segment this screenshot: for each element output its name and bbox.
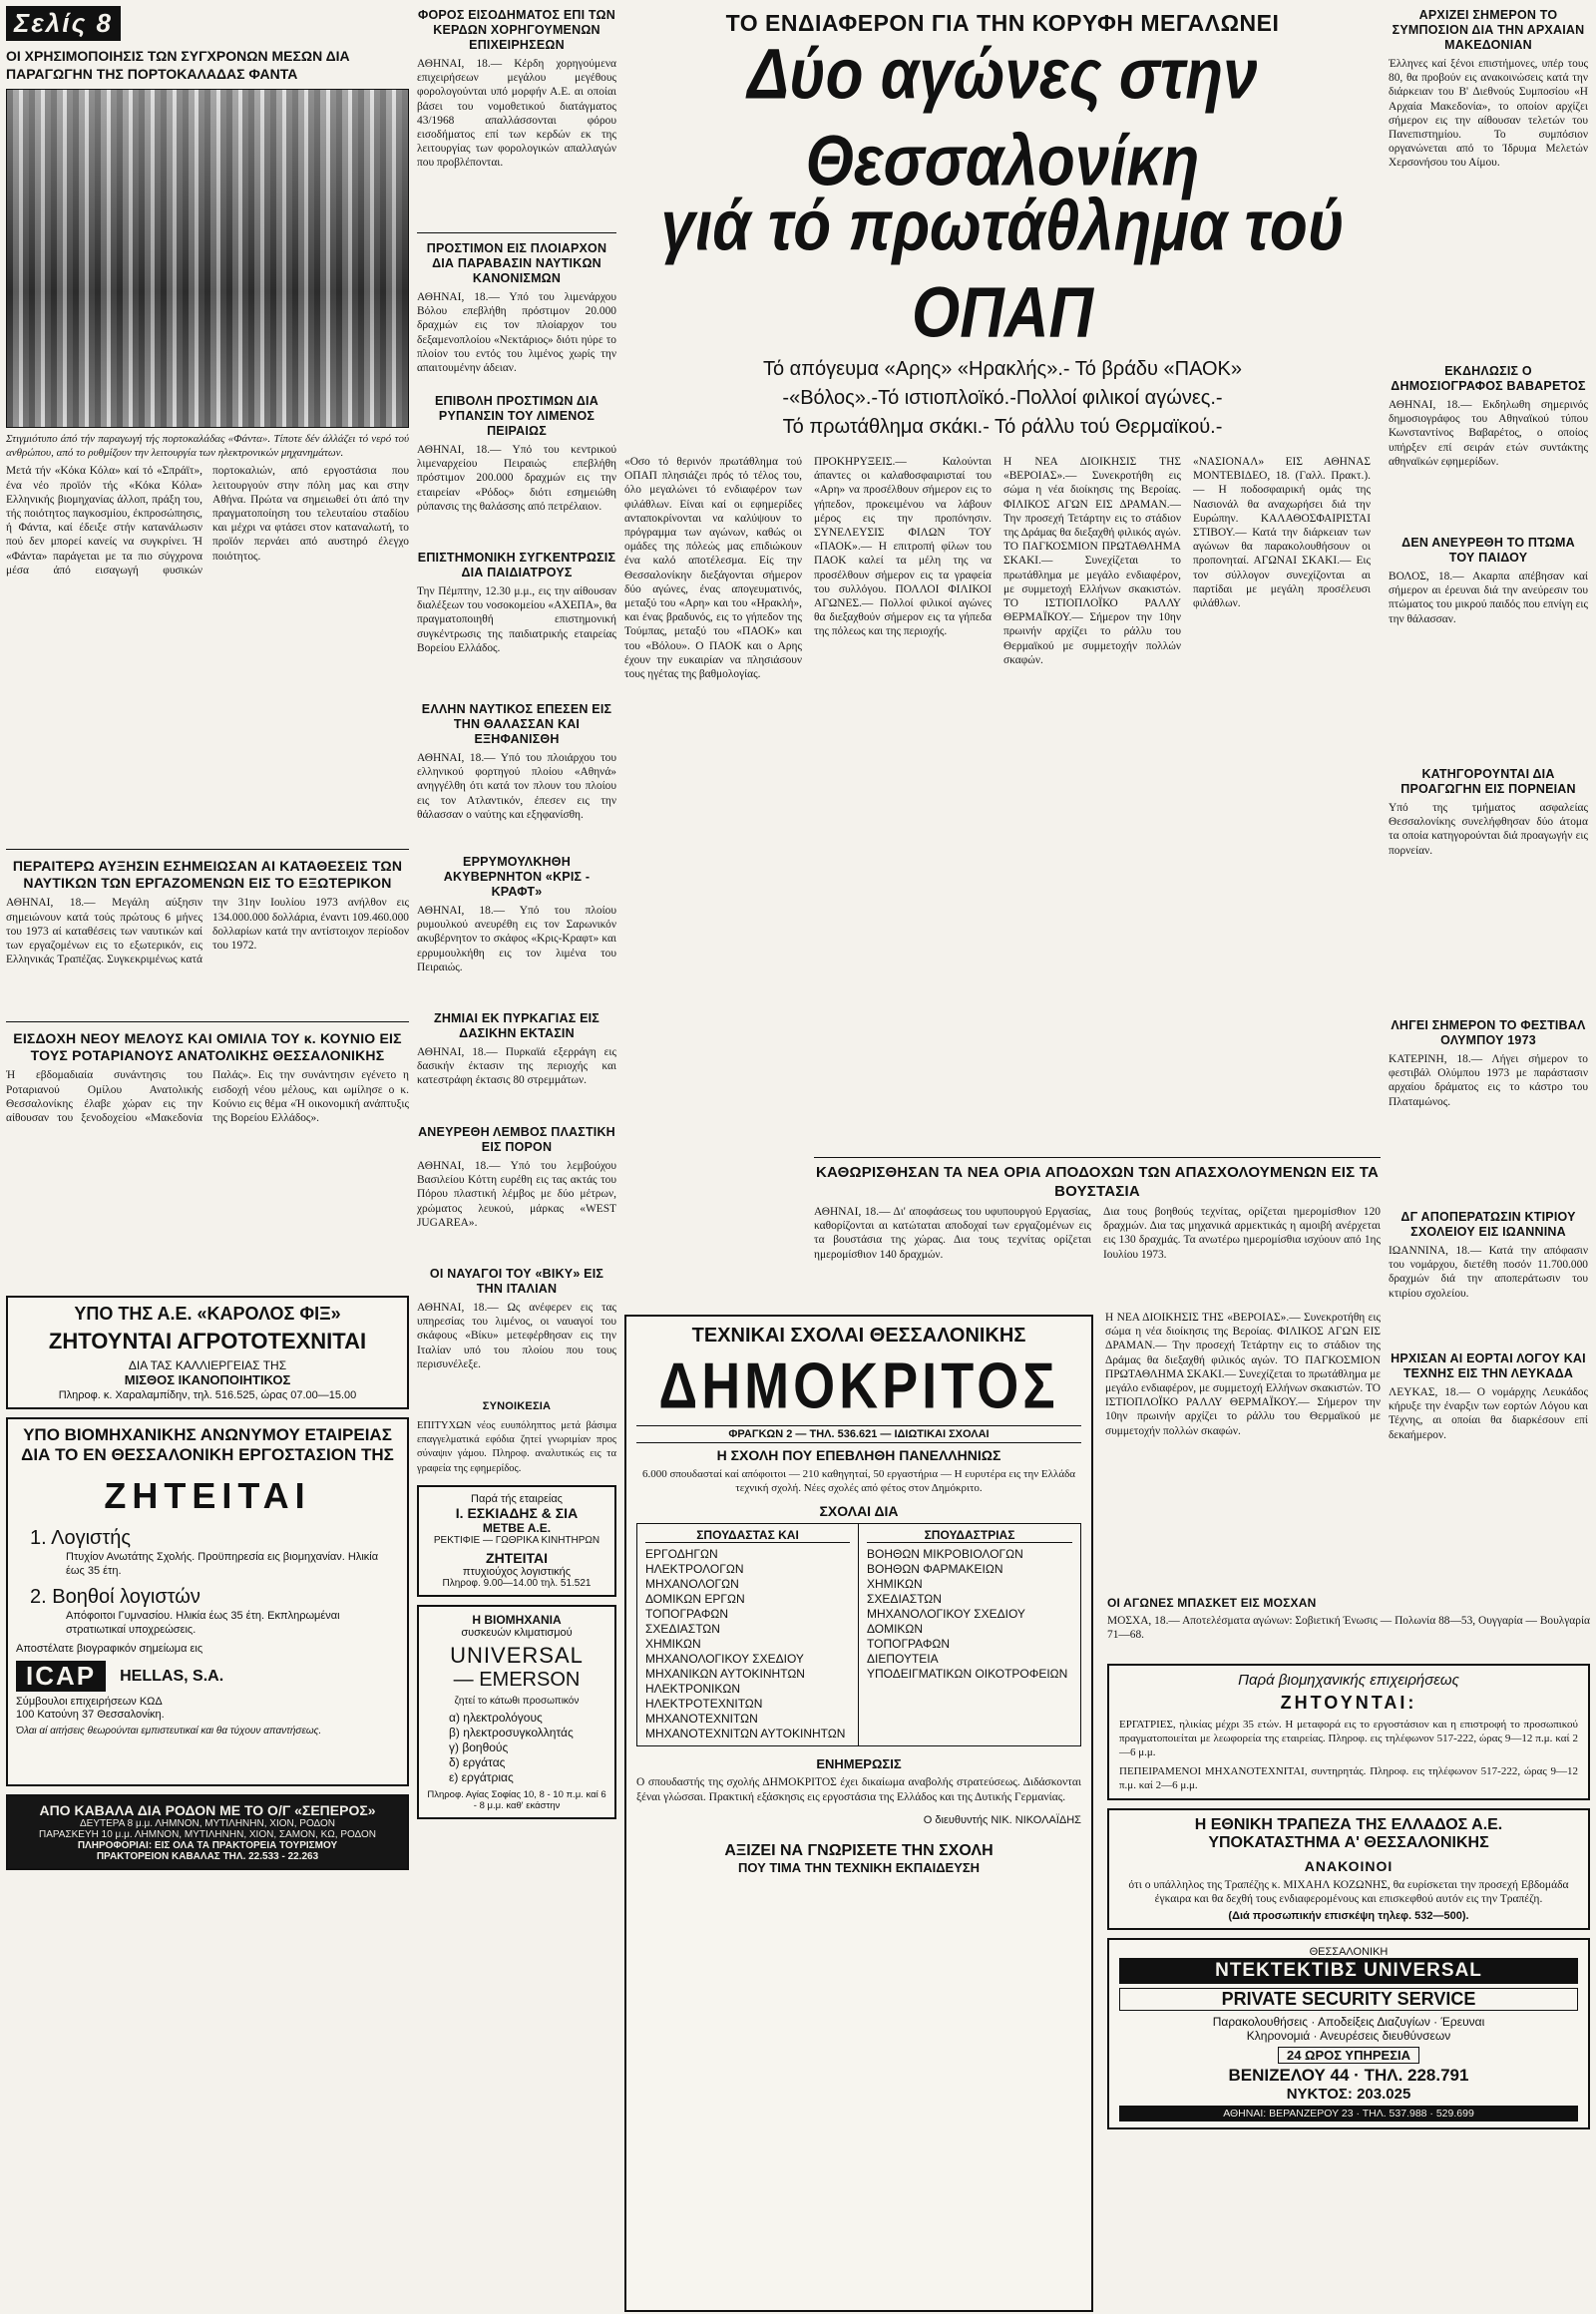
box-top-rule <box>814 1157 1381 1158</box>
ad-karolos-line1: ΥΠΟ ΤΗΣ Α.Ε. «ΚΑΡΟΛΟΣ ΦΙΞ» <box>74 1304 341 1325</box>
lead-headline-2: γιά τό πρωτάθλημα τού ΟΠΑΠ <box>660 187 1345 353</box>
article-vicky: ΑΘΗΝΑΙ, 18.— Ως ανέφερεν εις τας υπηρεσίας του λιμένος, οι ναυαγοί του σκάφους «Βίκυ» μετεφέρθησαν εις την Ιταλίαν υπό του πλοίου που τους περισυνέλεξε. <box>417 1302 616 1370</box>
article-symposium: Έλληνες καί ξένοι επιστήμονες, υπέρ τους 80, θα προβούν εις ανακοινώσεις κατά την διάρκειαν του Β' Διεθνούς Συμποσίου «Η Αρχαία Μακεδονία», το οποίον αρχίζει σήμερον εις την αίθουσαν τελετών του Πανεπιστημίου. Το συμπόσιον οργανώνεται από το Ίδρυμα Μελετών Χερσονήσου του Αίμου. <box>1389 58 1588 170</box>
article-boat: ΑΘΗΝΑΙ, 18.— Υπό του λεμβούχου Βασιλείου Κόττη ευρέθη εις τας ακτάς του Πόρου πλαστική λέμβος με δύο μέτρων, χρώματος λευκού, μάρκας «WEST JUGAREA». <box>417 1160 616 1229</box>
divider <box>6 849 409 850</box>
ad-universal-item: α) ηλεκτρολόγους <box>449 1711 543 1725</box>
ad-workers-text2: ΠΕΠΕΙΡΑΜΕΝΟΙ ΜΗΧΑΝΟΤΕΧΝΙΤΑΙ, συντηρητάς. Πληροφ. εις τηλέφωνον 517-222, ώρας 9—12 π.μ. καί 2—6 μ.μ. <box>1119 1764 1578 1791</box>
demokritos-school: ΜΗΧΑΝΟΛΟΓΩΝ <box>645 1577 739 1592</box>
headline-marriage: ΣΥΝΟΙΚΕΣΙΑ <box>482 1400 552 1412</box>
ad-eskiadis-line5: ΖΗΤΕΙΤΑΙ <box>486 1550 548 1566</box>
article-pollution: ΑΘΗΝΑΙ, 18.— Υπό του κεντρικού λιμεναρχείου Πειραιώς επεβλήθη πρόστιμον 200.000 δραχμών εις την εταιρείαν «Ρόδος» διότι εσημειώθη ρύπανσις της θαλάσσης από πετρέλαιον. <box>417 444 616 513</box>
demokritos-col-b-title: ΣΠΟΥΔΑΣΤΡΙΑΣ <box>867 1528 1072 1543</box>
ad-industry-item1-text: Πτυχίον Ανωτάτης Σχολής. Προϋπηρεσία εις βιομηχανίαν. Ηλικία έως 35 έτη. <box>66 1551 379 1578</box>
article-rotary-text: Ή εβδομαδιαία συνάντησις του Ροταριανού Ομίλου Ανατολικής Θεσσαλονίκης έλαβε χώραν εις την αίθουσαν του ξενοδοχείου «Μακεδονία Παλάς». Εις την συνάντησιν εγένετο η εισδοχή νέου μέλους, και ωμίλησε ο κ. Κούνιο εις θέμα «Ή οικονομική ανάπτυξις της Βορείου Ελλάδος». <box>6 1069 409 1125</box>
photo-caption: Στιγμιότυπο άπό τήν παραγωγή τής πορτοκαλάδας «Φάντα». Τίποτε δέν άλλάζει τό νερό τού ανθρώπου, από το ρυθμίζουν την λειτουργία των ηλεκτρονικών μηχανημάτων. <box>6 433 409 460</box>
ad-industry-item1: 1. Λογιστής <box>30 1527 132 1550</box>
column-right <box>1389 0 1588 1496</box>
article-marriage: ΕΠΙΤΥΧΩΝ νέος ευυπόληπτος μετά βάσιμα επαγγελματικά εφόδια ζητεί γνωριμίαν προς σύναψιν γάμου. Πληροφ. αναλυτικώς εις τα γραφεία της εφημερίδος. <box>417 1420 616 1474</box>
ad-universal-line4: — EMERSON <box>453 1669 581 1691</box>
demokritos-footer2: ΠΟΥ ΤΙΜΑ ΤΗΝ ΤΕΧΝΙΚΗ ΕΚΠΑΙΔΕΥΣΗ <box>737 1859 981 1875</box>
ad-karolos-line2: ΖΗΤΟΥΝΤΑΙ ΑΓΡΟΤΟΤΕΧΝΙΤΑΙ <box>48 1329 367 1354</box>
demokritos-school: ΔΙΕΠΟΥΤΕΙΑ <box>867 1652 939 1667</box>
page-label: Σελίς 8 <box>6 6 121 41</box>
demokritos-table-title: ΣΧΟΛΑΙ ΔΙΑ <box>819 1503 899 1520</box>
demokritos-school: ΜΗΧΑΝΟΛΟΓΙΚΟΥ ΣΧΕΔΙΟΥ <box>867 1607 1025 1622</box>
ad-universal-line3: UNIVERSAL <box>450 1643 584 1668</box>
ad-workers-text: ΕΡΓΑΤΡΙΕΣ, ηλικίας μέχρι 35 ετών. Η μεταφορά εις το εργοστάσιον και η επιστροφή το προσωπικού πραγματοποιείται με λεωφορεία της εταιρείας. Πληροφ. εις τηλέφωνον 517-222, ώρας 9—12 π.μ. καί 2—6 μ.μ. <box>1119 1719 1578 1759</box>
demokritos-line1: ΤΕΧΝΙΚΑΙ ΣΧΟΛΑΙ ΘΕΣΣΑΛΟΝΙΚΗΣ <box>691 1325 1026 1347</box>
icap-logo: ICAP <box>16 1661 106 1692</box>
article-fire: ΑΘΗΝΑΙ, 18.— Πυρκαϊά εξερράγη εις δασικήν έκτασιν της περιοχής και κατεστράφη έκτασις 80 στρεμμάτων. <box>417 1046 616 1087</box>
demokritos-info-title: ΕΝΗΜΕΡΩΣΙΣ <box>816 1756 902 1772</box>
ad-industry-item2-text: Απόφοιτοι Γυμνασίου. Ηλικία έως 35 έτη. Εκπληρωμέναι στρατιωτικαί υποχρεώσεις. <box>66 1610 340 1637</box>
article-school: ΙΩΑΝΝΙΝΑ, 18.— Κατά την απόφασιν του νομάρχου, διετέθη ποσόν 11.700.000 δραχμών διά την αποπεράτωσιν του κτιρίου σχολείου. <box>1389 1245 1588 1300</box>
demokritos-school: ΧΗΜΙΚΩΝ <box>645 1637 701 1652</box>
headline-basket: ΟΙ ΑΓΩΝΕΣ ΜΠΑΣΚΕΤ ΕΙΣ ΜΟΣΧΑΝ <box>1107 1596 1317 1610</box>
demokritos-school: ΔΟΜΙΚΩΝ <box>867 1622 924 1637</box>
demokritos-col-a-title: ΣΠΟΥΔΑΣΤΑΣ ΚΑΙ <box>645 1528 850 1543</box>
ad-detective-line3: PRIVATE SECURITY SERVICE <box>1119 1988 1578 2011</box>
ad-workers-line2: ΖΗΤΟΥΝΤΑΙ: <box>1280 1693 1417 1713</box>
divider <box>6 1021 409 1022</box>
icap-logo-sub: HELLAS, S.A. <box>120 1667 224 1685</box>
demokritos-school: ΕΡΓΟΔΗΓΩΝ <box>645 1547 718 1562</box>
article-charges: Υπό της τμήματος ασφαλείας Θεσσαλονίκης συνελήφθησαν δύο άτομα τα οποία κατηγορούνται διά προαγωγήν εις πορνείαν. <box>1389 802 1588 857</box>
ad-universal-line5: ζητεί το κάτωθι προσωπικόν <box>454 1696 580 1707</box>
headline-lefkada: ΗΡΧΙΣΑΝ ΑΙ ΕΟΡΤΑΙ ΛΟΓΟΥ ΚΑΙ ΤΕΧΝΗΣ ΕΙΣ ΤΗΝ ΛΕΥΚΑΔΑ <box>1391 1351 1586 1380</box>
article-deposits-text: ΑΘΗΝΑΙ, 18.— Μεγάλη αύξησιν σημειώνουν κατά τούς πρώτους 6 μήνες του 1973 αί καταθέσεις των ναυτικών καί των εργαζομένων εις το εξωτερικόν, εις Ελληνικάς Τραπέζας. Συγκεκριμένως κατά την 31ην Ιουλίου 1973 ανήλθον εις 134.000.000 δολλάρια, έναντι 109.460.000 δολλαρίων κατά την αντίστοιχον περίοδον του 1972. <box>6 897 409 966</box>
ad-workers-line1: Παρά βιομηχανικής επιχειρήσεως <box>1238 1672 1459 1689</box>
article-pediatric: Την Πέμπτην, 12.30 μ.μ., εις την αίθουσαν διαλέξεων του νοσοκομείου «ΑΧΕΠΑ», θα πραγματοποιηθή επιστημονική συγκέντρωσις της παιδιατρικής εταιρείας Βορείου Ελλάδος. <box>417 585 616 654</box>
ad-detective-line6: 24 ΩΡΟΣ ΥΠΗΡΕΣΙΑ <box>1278 2047 1419 2064</box>
ad-eskiadis-line1: Παρά τής εταιρείας <box>471 1493 563 1505</box>
demokritos-school: ΒΟΗΘΩΝ ΜΙΚΡΟΒΙΟΛΟΓΩΝ <box>867 1547 1023 1562</box>
demokritos-school: ΣΧΕΔΙΑΣΤΩΝ <box>645 1622 720 1637</box>
headline-sailor: ΕΛΛΗΝ ΝΑΥΤΙΚΟΣ ΕΠΕΣΕΝ ΕΙΣ ΤΗΝ ΘΑΛΑΣΣΑΝ ΚΑΙ ΕΞΗΦΑΝΙΣΘΗ <box>421 702 612 746</box>
lead-sub-3: Τό πρωτάθλημα σκάκι.- Τό ράλλυ τού Θερμαϊκού.- <box>782 416 1223 438</box>
article-sailor: ΑΘΗΝΑΙ, 18.— Υπό του πλοιάρχου του ελληνικού φορτηγού πλοίου «Αθηνά» ανηγγέλθη ότι κατά τον πλουν του πλοίου εις τον Ατλαντικόν, έπεσεν εις την θάλασσαν ο ναύτης και εξηφανίσθη. <box>417 752 616 821</box>
wages-article <box>814 1163 1381 1301</box>
demokritos-line2: Η ΣΧΟΛΗ ΠΟΥ ΕΠΕΒΛΗΘΗ ΠΑΝΕΛΛΗΝΙΩΣ <box>716 1447 1001 1463</box>
ad-eskiadis-line6: πτυχιούχος λογιστικής <box>462 1566 572 1578</box>
ad-ferry-line3: ΠΑΡΑΣΚΕΥΗ 10 μ.μ. ΛΗΜΝΟΝ, ΜΥΤΙΛΗΝΗΝ, ΧΙΟΝ, ΣΑΜΟΝ, ΚΩ, ΡΟΔΟΝ <box>38 1829 377 1841</box>
divider <box>417 232 616 233</box>
article-kris-kraft: ΑΘΗΝΑΙ, 18.— Υπό του πλοίου ρυμουλκού ανευρέθη εις τον Σαρωνικόν ακυβέρνητον το σκάφος «Κρις-Κραφτ» και ερρυμουλκήθη εις τον λιμένα του Πειραιώς. <box>417 905 616 973</box>
demokritos-school: ΤΟΠΟΓΡΑΦΩΝ <box>867 1637 951 1652</box>
article-festival: ΚΑΤΕΡΙΝΗ, 18.— Λήγει σήμερον το φεστιβάλ Ολύμπου 1973 με παράστασιν αρχαίου δράματος εις το κάστρο του Πλαταμώνος. <box>1389 1053 1588 1108</box>
ad-karolos-line5: Πληροφ. κ. Χαραλαμπίδην, τηλ. 516.525, ώρας 07.00—15.00 <box>58 1389 357 1402</box>
demokritos-school: ΜΗΧΑΝΙΚΩΝ ΑΥΤΟΚΙΝΗΤΩΝ <box>645 1667 805 1682</box>
headline-pollution: ΕΠΙΒΟΛΗ ΠΡΟΣΤΙΜΩΝ ΔΙΑ ΡΥΠΑΝΣΙΝ ΤΟΥ ΛΙΜΕΝΟΣ ΠΕΙΡΑΙΩΣ <box>435 394 598 438</box>
demokritos-signature: Ο διευθυντής ΝΙΚ. ΝΙΚΟΛΑΪΔΗΣ <box>923 1813 1081 1826</box>
factory-photo <box>6 89 409 428</box>
ad-detective-line4: Παρακολουθήσεις · Αποδείξεις Διαζυγίων · Έρευναι <box>1212 2015 1485 2030</box>
demokritos-school: ΗΛΕΚΤΡΟΛΟΓΩΝ <box>645 1562 744 1577</box>
article-captain-fine: ΑΘΗΝΑΙ, 18.— Υπό του λιμενάρχου Βόλου επεβλήθη πρόστιμον 20.000 δραχμών εις τον πλοίαρχον του δεξαμενοπλοίου «Νεκτάριος» διότι ηύρε το πλοίον του εντός του λιμένος χωρίς την απαιτουμένην άδειαν. <box>417 291 616 375</box>
demokritos-intro: 6.000 σπουδασταί καί απόφοιτοι — 210 καθηγηταί, 50 εργαστήρια — Η ευρυτέρα εις την Ελλάδα τεχνική σχολή. Νέες σχολές από φέτος στον Δημόκριτο. <box>641 1468 1076 1495</box>
ad-karolos-line3: ΔΙΑ ΤΑΣ ΚΑΛΛΙΕΡΓΕΙΑΣ ΤΗΣ <box>128 1358 287 1373</box>
demokritos-school: ΜΗΧΑΝΟΛΟΓΙΚΟΥ ΣΧΕΔΙΟΥ <box>645 1652 804 1667</box>
ad-detective-line8: ΝΥΚΤΟΣ: 203.025 <box>1286 2086 1411 2104</box>
ad-detective-line9: ΑΘΗΝΑΙ: ΒΕΡΑΝΖΕΡΟΥ 23 · ΤΗΛ. 537.988 · 529.699 <box>1119 2106 1578 2121</box>
ad-universal-line1: Η ΒΙΟΜΗΧΑΝΙΑ <box>472 1613 562 1627</box>
demokritos-school: ΧΗΜΙΚΩΝ <box>867 1577 923 1592</box>
ad-industry-note: Αποστέλατε βιογραφικόν σημείωμα εις <box>16 1643 203 1656</box>
demokritos-address: ΦΡΑΓΚΩΝ 2 — ΤΗΛ. 536.621 — ΙΔΙΩΤΙΚΑΙ ΣΧΟΛΑΙ <box>636 1425 1081 1443</box>
demokritos-school: ΔΟΜΙΚΩΝ ΕΡΓΩΝ <box>645 1592 745 1607</box>
ad-industry-address: Σύμβουλοι επιχειρήσεων ΚΩΔ 100 Κατούνη 37 Θεσσαλονίκη. <box>16 1696 165 1722</box>
demokritos-school: ΥΠΟΔΕΙΓΜΑΤΙΚΩΝ ΟΙΚΟΤΡΟΦΕΙΩΝ <box>867 1667 1068 1682</box>
ad-bank-text: ότι ο υπάλληλος της Τραπέζης κ. ΜΙΧΑΗΛ ΚΟΖΩΝΗΣ, θα ευρίσκεται την προσεχή Εβδομάδα έγκαιρα και θα δεχθή τους ενδιαφερομένους και επισκεφθού αυτόν εις την Τραπέζη. <box>1128 1879 1569 1906</box>
demokritos-school: ΒΟΗΘΩΝ ΦΑΡΜΑΚΕΙΩΝ <box>867 1562 1003 1577</box>
demokritos-school: ΜΗΧΑΝΟΤΕΧΝΙΤΩΝ ΑΥΤΟΚΙΝΗΤΩΝ <box>645 1727 846 1741</box>
ad-ferry-line2: ΔΕΥΤΕΡΑ 8 μ.μ. ΛΗΜΝΟΝ, ΜΥΤΙΛΗΝΗΝ, ΧΙΟΝ, ΡΟΔΟΝ <box>79 1818 335 1830</box>
ad-industry-line2: ΔΙΑ ΤΟ ΕΝ ΘΕΣΣΑΛΟΝΙΚΗ ΕΡΓΟΣΤΑΣΙΟΝ ΤΗΣ <box>21 1445 394 1465</box>
ad-karolos-fix <box>6 1296 409 1409</box>
article-child: ΒΟΛΟΣ, 18.— Ακαρπα απέβησαν καί σήμερον αι έρευναι διά την ανεύρεσιν του πτώματος του μικρού παιδός που επνίγη εις την θάλασσαν. <box>1389 571 1588 625</box>
headline-pediatric: ΕΠΙΣΤΗΜΟΝΙΚΗ ΣΥΓΚΕΝΤΡΩΣΙΣ ΔΙΑ ΠΑΙΔΙΑΤΡΟΥΣ <box>417 551 616 579</box>
headline-symposium: ΑΡΧΙΖΕΙ ΣΗΜΕΡΟΝ ΤΟ ΣΥΜΠΟΣΙΟΝ ΔΙΑ ΤΗΝ ΑΡΧΑΙΑΝ ΜΑΚΕΔΟΝΙΑΝ <box>1392 8 1585 52</box>
headline-festival: ΛΗΓΕΙ ΣΗΜΕΡΟΝ ΤΟ ΦΕΣΤΙΒΑΛ ΟΛΥΜΠΟΥ 1973 <box>1391 1018 1586 1047</box>
lower-right-ads <box>1107 1596 1590 2310</box>
center-lower-text: Η ΝΕΑ ΔΙΟΙΚΗΣΙΣ ΤΗΣ «ΒΕΡΟΙΑΣ».— Συνεκροτήθη εις σώμα η νέα διοίκησις της Βεροίας. ΦΙΛΙΚΟΣ ΑΓΩΝ ΕΙΣ ΔΡΑΜΑΝ.— Την προσεχή Τετάρτην εις το στάδιον της Δράμας θα διεξαχθή φιλικός αγών. ΤΟ ΠΑΓΚΟΣΜΙΟΝ ΠΡΩΤΑΘΛΗΜΑ ΣΚΑΚΙ.— Συνεχίζεται το πρωτάθλημα με μεγάλο ενδιαφέρον, με συμμετοχή Ελλήνων σκακιστών. ΤΟ ΙΣΤΙΟΠΛΟΪΚΟ ΡΑΛΛΥ ΘΕΡΜΑΪΚΟΥ.— Σήμερον την 10ην πρωινήν αρχίζει το ράλλυ του Θερμαϊκού με συμμετοχήν πολλών σκαφών. <box>1105 1312 1381 1437</box>
demokritos-footer1: ΑΞΙΖΕΙ ΝΑ ΓΝΩΡΙΣΕΤΕ ΤΗΝ ΣΧΟΛΗ <box>724 1841 994 1859</box>
ad-universal-item: γ) βοηθούς <box>449 1740 509 1754</box>
ad-industry-line1: ΥΠΟ ΒΙΟΜΗΧΑΝΙΚΗΣ ΑΝΩΝΥΜΟΥ ΕΤΑΙΡΕΙΑΣ <box>23 1425 392 1445</box>
ad-ferry-line5: ΠΡΑΚΤΟΡΕΙΟΝ ΚΑΒΑΛΑΣ ΤΗΛ. 22.533 - 22.263 <box>96 1851 319 1863</box>
lead-kicker: ΤΟ ΕΝΔΙΑΦΕΡΟΝ ΓΙΑ ΤΗΝ ΚΟΡΥΦΗ ΜΕΓΑΛΩΝΕΙ <box>725 10 1280 36</box>
headline-boat: ΑΝΕΥΡΕΘΗ ΛΕΜΒΟΣ ΠΛΑΣΤΙΚΗ ΕΙΣ ΠΟΡΟΝ <box>418 1125 615 1154</box>
demokritos-info-text: Ο σπουδαστής της σχολής ΔΗΜΟΚΡΙΤΟΣ έχει δικαίωμα αναβολής στρατεύσεως. Διδάσκονται ξέναι γλώσσαι. Πρακτική εξάσκησις εις εργοστάσια της Ελλάδος και της Δυτικής Γερμανίας. <box>636 1776 1081 1803</box>
lead-text-2: ΠΡΟΚΗΡΥΞΕΙΣ.— Καλούνται άπαντες οι καλαθοσφαιρισταί του «Αρη» να προσέλθουν σήμερον εις το γήπεδον, προκειμένου να λάβουν μέρος εις την προπόνησιν. ΣΥΝΕΛΕΥΣΙΣ ΦΙΛΩΝ ΤΟΥ «ΠΑΟΚ».— Η επιτροπή φίλων του ΠΑΟΚ καλεί τα μέλη της να προσέλθουν σήμερον εις τα γραφεία του συλλόγου. ΠΟΛΛΟΙ ΦΙΛΙΚΟΙ ΑΓΩΝΕΣ.— Πολλοί φιλικοί αγώνες θα διεξαχθούν σήμερον εις τα γήπεδα της πόλεως και της περιοχής. <box>814 456 992 638</box>
lead-text-4: «ΝΑΣΙΟΝΑΛ» ΕΙΣ ΑΘΗΝΑΣ ΜΟΝΤΕΒΙΔΕΟ, 18. (Γαλλ. Πρακτ.).— Η ποδοσφαιρική ομάς της Νασιονάλ θα αναχωρήσει διά την Ευρώπην. ΚΑΛΑΘΟΣΦΑΙΡΙΣΤΑΙ ΣΤΙΒΟΥ.— Κατά την διάρκειαν των αγώνων θα παρακολουθήσουν οι προπονηταί. ΑΓΩΝΑΙ ΣΚΑΚΙ.— Εις τον σύλλογον συνεχίζονται αι παρτίδαι με μεγάλη προσέλευσι φιλάθλων. <box>1193 456 1371 610</box>
headline-fanta: ΟΙ ΧΡΗΣΙΜΟΠΟΙΗΣΙΣ ΤΩΝ ΣΥΓΧΡΟΝΩΝ ΜΕΣΩΝ ΔΙΑ ΠΑΡΑΓΩΓΗΝ ΤΗΣ ΠΟΡΤΟΚΑΛΑΔΑΣ ΦΑΝΤΑ <box>6 48 350 82</box>
column-1 <box>6 0 409 1870</box>
ad-detective-line1: ΘΕΣΣΑΛΟΝΙΚΗ <box>1309 1946 1389 1959</box>
article-journalist: ΑΘΗΝΑΙ, 18.— Εκδηλωθη σημερινός δημοσιογράφος του Αθηναϊκού τύπου Κωνσταντίνος Βαβαρέτος, ο οποίος υπήρξεν επί σειράν ετών συντάκτης αθηναϊκών εφημερίδων. <box>1389 399 1588 468</box>
ad-universal-line2: συσκευών κλιματισμού <box>461 1627 573 1639</box>
ad-bank-line2: ΥΠΟΚΑΤΑΣΤΗΜΑ Α' ΘΕΣΣΑΛΟΝΙΚΗΣ <box>1208 1834 1489 1852</box>
ad-universal-item: δ) εργάτας <box>449 1755 506 1769</box>
ad-bank-line1: Η ΕΘΝΙΚΗ ΤΡΑΠΕΖΑ ΤΗΣ ΕΛΛΑΔΟΣ Α.Ε. <box>1194 1816 1503 1834</box>
lead-sub-2: -«Βόλος».-Τό ιστιοπλοϊκό.-Πολλοί φιλικοί αγώνες.- <box>782 387 1223 409</box>
ad-eskiadis <box>417 1485 616 1597</box>
ad-universal-item: ε) εργάτριας <box>449 1770 514 1784</box>
ad-universal-item: β) ηλεκτροσυγκολλητάς <box>449 1726 574 1739</box>
headline-rotary: ΕΙΣΔΟΧΗ ΝΕΟΥ ΜΕΛΟΥΣ ΚΑΙ ΟΜΙΛΙΑ ΤΟΥ κ. ΚΟΥΝΙΟ ΕΙΣ ΤΟΥΣ ΡΟΤΑΡΙΑΝΟΥΣ ΑΝΑΤΟΛΙΚΗΣ ΘΕΣΣΑΛΟΝΙΚΗΣ <box>13 1030 402 1064</box>
demokritos-school: ΤΟΠΟΓΡΑΦΩΝ <box>645 1607 729 1622</box>
headline-captain-fine: ΠΡΟΣΤΙΜΟΝ ΕΙΣ ΠΛΟΙΑΡΧΟΝ ΔΙΑ ΠΑΡΑΒΑΣΙΝ ΝΑΥΤΙΚΩΝ ΚΑΝΟΝΙΣΜΩΝ <box>426 241 607 285</box>
ad-industry-item2: 2. Βοηθοί λογιστών <box>30 1586 200 1609</box>
demokritos-school: ΜΗΧΑΝΟΤΕΧΝΙΤΩΝ <box>645 1712 758 1727</box>
lead-text-3: Η ΝΕΑ ΔΙΟΙΚΗΣΙΣ ΤΗΣ «ΒΕΡΟΙΑΣ».— Συνεκροτήθη εις σώμα η νέα διοίκησις της Βεροίας. ΦΙΛΙΚΟΣ ΑΓΩΝ ΕΙΣ ΔΡΑΜΑΝ.— Την προσεχή Τετάρτην εις το στάδιον της Δράμας θα διεξαχθή φιλικός αγών. ΤΟ ΠΑΓΚΟΣΜΙΟΝ ΠΡΩΤΑΘΛΗΜΑ ΣΚΑΚΙ.— Συνεχίζεται το πρωτάθλημα με μεγάλο ενδιαφέρον, με συμμετοχή Ελλήνων σκακιστών. ΤΟ ΙΣΤΙΟΠΛΟΪΚΟ ΡΑΛΛΥ ΘΕΡΜΑΪΚΟΥ.— Σήμερον την 10ην πρωινήν αρχίζει το ράλλυ του Θερμαϊκού με συμμετοχήν πολλών σκαφών. <box>1003 456 1181 666</box>
ad-karolos-line4: ΜΙΣΘΟΣ ΙΚΑΝΟΠΟΙΗΤΙΚΟΣ <box>124 1372 291 1388</box>
ad-eskiadis-line2: Ι. ΕΣΚΙΑΔΗΣ & ΣΙΑ <box>455 1505 579 1521</box>
headline-school: ΔΓ ΑΠΟΠΕΡΑΤΩΣΙΝ ΚΤΙΡΙΟΥ ΣΧΟΛΕΙΟΥ ΕΙΣ ΙΩΑΝΝΙΝΑ <box>1400 1210 1576 1239</box>
wages-text-1: ΑΘΗΝΑΙ, 18.— Δι' αποφάσεως του υφυπουργού Εργασίας, καθορίζονται αι κατώταται αποδοχαί των εργαζομένων εις τα βουστάσια της χώρας. Δια τους τεχνίτας ορίζεται ημερομίσθιον 140 δραχμών. <box>814 1206 1091 1261</box>
lead-sub-1: Τό απόγευμα «Αρης» «Ηρακλής».- Τό βράδυ «ΠΑΟΚ» <box>762 358 1243 380</box>
headline-charges: ΚΑΤΗΓΟΡΟΥΝΤΑΙ ΔΙΑ ΠΡΟΑΓΩΓΗΝ ΕΙΣ ΠΟΡΝΕΙΑΝ <box>1400 767 1576 796</box>
article-lefkada: ΛΕΥΚΑΣ, 18.— Ο νομάρχης Λευκάδος κήρυξε την έναρξιν των εορτών Λόγου και Τέχνης, αι οποίαι θα διαρκέσουν επί δεκαήμερον. <box>1389 1386 1588 1441</box>
ad-demokritos <box>624 1315 1093 2312</box>
demokritos-logo: ΔΗΜΟΚΡΙΤΟΣ <box>658 1350 1059 1422</box>
headline-deposits: ΠΕΡΑΙΤΕΡΩ ΑΥΞΗΣΙΝ ΕΣΗΜΕΙΩΣΑΝ ΑΙ ΚΑΤΑΘΕΣΕΙΣ ΤΩΝ ΝΑΥΤΙΚΩΝ ΤΩΝ ΕΡΓΑΖΟΜΕΝΩΝ ΕΙΣ ΤΟ ΕΞΩΤΕΡΙΚΟΝ <box>12 858 403 892</box>
ad-industry <box>6 1417 409 1786</box>
ad-detective-line2: ΝΤΕΚΤΕΚΤΙΒΣ UNIVERSAL <box>1119 1958 1578 1984</box>
headline-child: ΔΕΝ ΑΝΕΥΡΕΘΗ ΤΟ ΠΤΩΜΑ ΤΟΥ ΠΑΙΔΟΥ <box>1401 536 1575 565</box>
ad-detective-line7: ΒΕΝΙΖΕΛΟΥ 44 · ΤΗΛ. 228.791 <box>1228 2066 1469 2086</box>
article-fanta-text: Μετά τήν «Κόκα Κόλα» καί τό «Σπράϊτ», ένα νέο προϊόν τής «Κόκα Κόλα» Ελληνικής βιομηχανίας άλλοπ, πράξη του, τής ποιότητος παγκοσμίου, έκπροσώπησις, ή Φάντα, καί έδειξε στήν κατανάλωσιν πού δεν μπορεί κανείς να συγκρίνει. Ή «Φάντα» παράγεται με τα πιο σύγχρονα μέσα άπό εισαγωγή φυσικών πορτοκαλιών, από εργοστάσια που λειτουργούν στην πόλη μας και στην Αθήνα. Πρώτα να σημειωθεί ότι άπό την πραγματοποίηση του τελευταίου σταδίου και μέχρι να φτάσει στον καταναλωτή, το προϊόν περνάει από αυστηρό έλεγχο ποιότητος. <box>6 465 409 577</box>
headline-journalist: ΕΚΔΗΛΩΣΙΣ Ο ΔΗΜΟΣΙΟΓΡΑΦΟΣ ΒΑΒΑΡΕΤΟΣ <box>1391 364 1586 393</box>
headline-kris-kraft: ΕΡΡΥΜΟΥΛΚΗΘΗ ΑΚΥΒΕΡΝΗΤΟΝ «ΚΡΙΣ - ΚΡΑΦΤ» <box>443 855 591 899</box>
headline-vicky: ΟΙ ΝΑΥΑΓΟΙ ΤΟΥ «ΒΙΚΥ» ΕΙΣ ΤΗΝ ΙΤΑΛΙΑΝ <box>429 1267 604 1296</box>
ad-universal-footer: Πληροφ. Αγίας Σοφίας 10, 8 - 10 π.μ. καί 6 - 8 μ.μ. καθ' εκάστην <box>427 1789 606 1811</box>
ad-industry-footer: Όλαι αί αιτήσεις θεωρούνται εμπιστευτικαί και θα τύχουν απαντήσεως. <box>16 1726 322 1737</box>
ad-eskiadis-line3: ΜΕΤΒΕ Α.Ε. <box>482 1521 552 1535</box>
demokritos-school: ΣΧΕΔΙΑΣΤΩΝ <box>867 1592 942 1607</box>
ad-industry-line3: ΖΗΤΕΙΤΑΙ <box>104 1475 311 1517</box>
ad-universal-emerson <box>417 1605 616 1819</box>
ad-detective <box>1107 1938 1590 2129</box>
wages-text-2: Δια τους βοηθούς τεχνίτας, ορίζεται ημερομίσθιον 120 δραχμών. Δια τας μηχανικά αρμεκτικάς η αμοιβή ανέρχεται εις 130 δραχμάς. Τα ανωτέρω ημερομίσθια ισχύουν από 1ης Ιουλίου 1973. <box>1103 1206 1381 1261</box>
demokritos-school: ΗΛΕΚΤΡΟΝΙΚΩΝ <box>645 1682 740 1697</box>
headline-income-tax: ΦΟΡΟΣ ΕΙΣΟΔΗΜΑΤΟΣ ΕΠΙ ΤΩΝ ΚΕΡΔΩΝ ΧΟΡΗΓΟΥΜΕΝΩΝ ΕΠΙΧΕΙΡΗΣΕΩΝ <box>417 8 615 52</box>
column-2 <box>417 0 616 1819</box>
ad-bank-note: (Διά προσωπικήν επισκέψη τηλεφ. 532—500). <box>1228 1910 1469 1923</box>
ad-national-bank <box>1107 1808 1590 1930</box>
lead-headline-1: Δύο αγώνες στην Θεσσαλονίκη <box>747 35 1258 201</box>
ad-ferry <box>6 1794 409 1870</box>
ad-ferry-line1: ΑΠΟ ΚΑΒΑΛΑ ΔΙΑ ΡΟΔΟΝ ΜΕ ΤΟ Ο/Γ «ΣΕΠΕΡΟΣ» <box>39 1802 376 1819</box>
article-basket: ΜΟΣΧΑ, 18.— Αποτελέσματα αγώνων: Σοβιετική Ένωσις — Πολωνία 88—53, Ουγγαρία — Βουλγαρία 71—68. <box>1107 1615 1590 1642</box>
headline-fire: ΖΗΜΙΑΙ ΕΚ ΠΥΡΚΑΓΙΑΣ ΕΙΣ ΔΑΣΙΚΗΝ ΕΚΤΑΣΙΝ <box>433 1011 599 1040</box>
ad-detective-line5: Κληρονομιά · Ανευρέσεις διευθύνσεων <box>1246 2029 1451 2044</box>
ad-ferry-line4: ΠΛΗΡΟΦΟΡΙΑΙ: ΕΙΣ ΟΛΑ ΤΑ ΠΡΑΚΤΟΡΕΙΑ ΤΟΥΡΙΣΜΟΥ <box>77 1840 338 1852</box>
lead-text-1: «Οσο τό θερινόν πρωτάθλημα τού ΟΠΑΠ πλησιάζει πρός τό τέλος του, όλο μεγαλώνει τό ενδιαφέρον των φιλάθλων. Είναι καί οι εφημερίδες ανταποκρίνονται να καλύψουν το πρόγραμμα των αγώνων, καθώς οι ομάδες της πόλεώς μας επιδιώκουν ένα καλό αποτέλεσμα. Είς την Θεσσαλονίκην διεξάγονται σήμερον δύο αγώνες, ένας απογευματινός, μεταξύ του «Αρη» και του «Ηρακλή», και ένας βραδυνός, εις το γήπεδον της Τούμπας, μεταξύ του «ΠΑΟΚ» και του «Βόλου». Ο ΠΑΟΚ και ο Αρης έχουν την ευκαιρίαν να πλησιάσουν τους ηγέτας της βαθμολογίας. <box>624 456 802 681</box>
ad-eskiadis-line4: ΡΕΚΤΙΦΙΕ — ΓΩΘΡΙΚΑ ΚΙΝΗΤΗΡΩΝ <box>433 1535 600 1546</box>
ad-eskiadis-line7: Πληροφ. 9.00—14.00 τηλ. 51.521 <box>442 1578 592 1589</box>
headline-wages: ΚΑΘΩΡΙΣΘΗΣΑΝ ΤΑ ΝΕΑ ΟΡΙΑ ΑΠΟΔΟΧΩΝ ΤΩΝ ΑΠΑΣΧΟΛΟΥΜΕΝΩΝ ΕΙΣ ΤΑ ΒΟΥΣΤΑΣΙΑ <box>815 1164 1379 1200</box>
demokritos-school: ΗΛΕΚΤΡΟΤΕΧΝΙΤΩΝ <box>645 1697 763 1712</box>
ad-bank-line3: ΑΝΑΚΟΙΝΟΙ <box>1304 1858 1394 1875</box>
article-income-tax: ΑΘΗΝΑΙ, 18.— Κέρδη χορηγούμενα επιχειρήσεων μεγάλου μεγέθους φορολογούνται υπό μορφήν Α.Ε. αι οποίαι βάσει του νομοθετικού διατάγματος 43/1968 απαλλάσσονται φόρου εισοδήματος επί των κερδών εκ της λειτουργίας των φορολογικών απαλλαγών που προβλέπονται. <box>417 58 616 170</box>
ad-workers <box>1107 1664 1590 1800</box>
